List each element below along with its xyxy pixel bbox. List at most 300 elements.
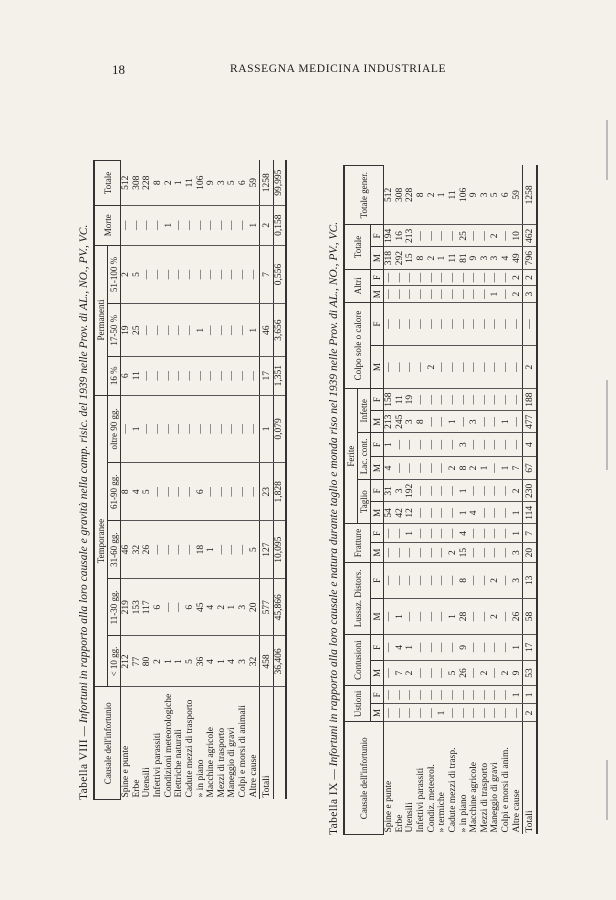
table-cell: 3	[480, 166, 491, 225]
row-cause: » in piano	[195, 759, 206, 798]
table-cell: 308	[395, 166, 406, 225]
table-cell: —	[501, 303, 512, 346]
table-cell: —	[480, 433, 491, 456]
table-cell: —	[427, 411, 438, 433]
total-cell: 17	[260, 356, 274, 395]
table-row	[490, 166, 501, 835]
table-cell: 11	[448, 247, 459, 269]
table-cell: 512	[384, 166, 395, 225]
table-cell: —	[416, 598, 427, 634]
table-cell: —	[185, 521, 196, 579]
table-cell: 106	[459, 166, 470, 225]
table-cell: —	[416, 562, 427, 598]
row-cause: Altre cause	[511, 789, 522, 833]
total-cell: 1	[260, 395, 274, 463]
table-cell: 4	[227, 636, 238, 687]
row-cause: Macchine agricole	[469, 762, 480, 833]
total-cell: 17	[523, 635, 537, 661]
table-cell: —	[142, 245, 153, 304]
table-cell: —	[469, 433, 480, 456]
table-cell: —	[405, 286, 416, 303]
table-cell: 8	[121, 463, 132, 521]
row-cause: Mezzi di trasporto	[479, 762, 490, 833]
table-cell: —	[437, 456, 448, 479]
table-cell: —	[196, 245, 207, 304]
table-cell: —	[164, 356, 175, 395]
table-cell: —	[512, 433, 523, 456]
table-cell: —	[206, 245, 217, 304]
table-cell: —	[249, 356, 260, 395]
table-cell: —	[437, 303, 448, 346]
table-cell: —	[480, 524, 491, 543]
table-row	[217, 161, 228, 800]
percent-cell: 99,995	[273, 161, 285, 206]
table-cell: 15	[405, 247, 416, 269]
total-cell: 458	[260, 636, 274, 687]
table-cell: 1	[480, 456, 491, 479]
table-cell: 11	[132, 356, 143, 395]
table-cell: —	[501, 225, 512, 247]
table-cell: 46	[121, 521, 132, 579]
table-cell: —	[416, 502, 427, 524]
table-cell: —	[448, 480, 459, 502]
table-cell: 194	[384, 225, 395, 247]
table-cell: —	[238, 205, 249, 245]
table-cell: —	[405, 686, 416, 704]
total-cell: 2	[523, 269, 537, 286]
table-cell: —	[480, 543, 491, 562]
table-cell: 32	[132, 521, 143, 579]
total-cell: 188	[523, 389, 537, 411]
total-cell: 58	[523, 598, 537, 634]
table-cell: —	[384, 543, 395, 562]
table-cell: 308	[132, 161, 143, 206]
sub-col-f: F	[371, 269, 384, 286]
table-cell: —	[238, 304, 249, 356]
table-row	[196, 161, 207, 800]
table-cell: —	[174, 395, 185, 463]
sub-col-f: F	[371, 686, 384, 704]
table-cell: —	[206, 304, 217, 356]
page-edge-mark	[606, 760, 608, 820]
percent-row	[273, 161, 285, 800]
table-cell: —	[384, 704, 395, 722]
table-cell: —	[142, 205, 153, 245]
table-cell: —	[490, 635, 501, 661]
table-cell: —	[469, 480, 480, 502]
sub-col-f: F	[371, 433, 384, 456]
table-cell: —	[164, 395, 175, 463]
table-cell: 19	[405, 389, 416, 411]
table-cell: —	[448, 502, 459, 524]
table-row	[185, 161, 196, 800]
table-cell: —	[185, 245, 196, 304]
table-cell: —	[448, 269, 459, 286]
table-cell: —	[238, 245, 249, 304]
total-cell: 1258	[260, 161, 274, 206]
table-cell: 4	[384, 456, 395, 479]
table-cell: —	[416, 389, 427, 411]
table-cell: —	[238, 463, 249, 521]
row-cause: Spine e punte	[121, 745, 132, 798]
table-cell: —	[448, 433, 459, 456]
sub-col-m: M	[371, 346, 384, 389]
table-cell: —	[395, 346, 406, 389]
table-cell: 4	[395, 635, 406, 661]
table-cell: —	[427, 598, 438, 634]
table-cell: —	[405, 543, 416, 562]
table-cell: —	[469, 389, 480, 411]
running-title: RASSEGNA MEDICINA INDUSTRIALE	[230, 63, 447, 75]
table-cell: 3	[512, 562, 523, 598]
table-cell: 8	[459, 456, 470, 479]
table-cell: 9	[512, 660, 523, 686]
table-cell: —	[174, 463, 185, 521]
table-cell: 2	[490, 562, 501, 598]
table-cell: —	[480, 389, 491, 411]
col-perm: 16 %	[108, 356, 121, 395]
table-cell: —	[395, 686, 406, 704]
table-cell: —	[437, 502, 448, 524]
total-cell: 1258	[523, 166, 537, 225]
table-cell: 7	[512, 456, 523, 479]
row-cause: Colpi e morsi di anim.	[501, 747, 512, 833]
table-ix-label: Tabella IX	[328, 782, 340, 835]
table-cell: 3	[480, 247, 491, 269]
table-cell: 292	[395, 247, 406, 269]
table-cell: —	[384, 635, 395, 661]
table-cell: —	[480, 686, 491, 704]
table-cell: 153	[132, 579, 143, 636]
table-cell: 2	[469, 456, 480, 479]
table-cell: —	[427, 704, 438, 722]
table-cell: 25	[459, 225, 470, 247]
total-cell: 1	[523, 686, 537, 704]
table-cell: —	[174, 205, 185, 245]
sub-col-f: F	[371, 389, 384, 411]
blank-cell	[273, 687, 285, 800]
table-cell: —	[490, 660, 501, 686]
table-cell: —	[164, 579, 175, 636]
table-cell: 11	[185, 161, 196, 206]
table-cell: —	[512, 704, 523, 722]
table-cell: 1	[490, 286, 501, 303]
table-cell: 11	[395, 389, 406, 411]
totals-label: Totali	[523, 722, 537, 835]
total-cell: 477	[523, 411, 537, 433]
row-cause: Elettriche naturali	[174, 729, 185, 798]
sub-col-m: M	[371, 286, 384, 303]
table-cell: —	[459, 346, 470, 389]
table-cell: —	[142, 304, 153, 356]
percent-cell: 36,406	[273, 636, 285, 687]
table-cell: 11	[448, 166, 459, 225]
table-cell: —	[121, 395, 132, 463]
table-cell: 1	[512, 686, 523, 704]
table-cell: —	[448, 286, 459, 303]
table-cell: 4	[206, 579, 217, 636]
row-cause: Condiz. meteorol.	[426, 764, 437, 833]
percent-cell: 0,079	[273, 395, 285, 463]
table-cell: —	[490, 346, 501, 389]
table-cell: —	[501, 635, 512, 661]
table-cell: 5	[185, 636, 196, 687]
table-cell: —	[395, 286, 406, 303]
table-cell: —	[480, 562, 491, 598]
table-cell: 2	[490, 598, 501, 634]
row-cause: Condizioni meteorologiche	[163, 693, 174, 798]
table-cell: 81	[459, 247, 470, 269]
table-cell: 2	[405, 660, 416, 686]
total-cell: 7	[260, 245, 274, 304]
table-cell: 28	[459, 598, 470, 634]
col-morte: Morte	[94, 205, 121, 245]
table-cell: —	[227, 304, 238, 356]
table-cell: —	[437, 543, 448, 562]
sub-col-m: M	[371, 543, 384, 562]
table-cell: —	[405, 269, 416, 286]
table-cell: 1	[174, 161, 185, 206]
table-cell: —	[395, 562, 406, 598]
table-cell: 49	[512, 247, 523, 269]
table-cell: —	[153, 356, 164, 395]
table-cell: —	[501, 598, 512, 634]
table-cell: —	[459, 286, 470, 303]
table-cell: 2	[512, 269, 523, 286]
row-cause: Spine e punte	[384, 780, 395, 833]
total-cell: 127	[260, 521, 274, 579]
table-cell: —	[437, 346, 448, 389]
percent-cell: 1,351	[273, 356, 285, 395]
table-cell: —	[405, 562, 416, 598]
table-cell: 6	[185, 579, 196, 636]
table-cell: —	[384, 286, 395, 303]
table-cell: 80	[142, 636, 153, 687]
table-cell: 18	[196, 521, 207, 579]
table-cell: —	[416, 346, 427, 389]
table-cell: —	[249, 395, 260, 463]
table-cell: —	[448, 686, 459, 704]
group-lussazioni: Lussaz. Distors.	[344, 562, 371, 634]
group-altri: Altri	[344, 269, 371, 302]
table-cell: 1	[196, 304, 207, 356]
table-cell: —	[459, 686, 470, 704]
row-cause: Utensili	[405, 802, 416, 833]
sub-col-m: M	[371, 502, 384, 524]
col-totale: Totale	[94, 161, 121, 206]
table-row	[249, 161, 260, 800]
table-cell: 213	[384, 411, 395, 433]
sub-col-f: F	[371, 303, 384, 346]
table-cell: 31	[384, 480, 395, 502]
table-cell: —	[437, 660, 448, 686]
table-cell: —	[437, 635, 448, 661]
table-cell: 5	[132, 245, 143, 304]
table-cell: —	[469, 269, 480, 286]
table-cell: —	[501, 480, 512, 502]
table-row	[427, 166, 438, 835]
col-total-gen: Totale gener.	[344, 166, 384, 225]
table-cell: —	[227, 463, 238, 521]
sub-col-m: M	[371, 598, 384, 634]
table-cell: —	[427, 433, 438, 456]
table-cell: —	[238, 521, 249, 579]
table-cell: —	[164, 245, 175, 304]
table-cell: —	[384, 562, 395, 598]
table-cell: —	[501, 389, 512, 411]
table-cell: —	[227, 521, 238, 579]
table-cell: 4	[206, 636, 217, 687]
table-viii-label: Tabella VIII	[78, 739, 90, 800]
table-cell: —	[469, 598, 480, 634]
row-cause: Maneggio di gravi	[227, 727, 238, 798]
total-cell: 46	[260, 304, 274, 356]
table-cell: 12	[405, 502, 416, 524]
table-cell: —	[217, 205, 228, 245]
row-cause: Erbe	[131, 779, 142, 798]
table-cell: 1	[227, 579, 238, 636]
table-cell: 117	[142, 579, 153, 636]
table-cell: —	[249, 245, 260, 304]
table-viii	[78, 160, 287, 800]
table-cell: —	[217, 463, 228, 521]
table-cell: —	[427, 389, 438, 411]
table-cell: 9	[469, 166, 480, 225]
col-temp: 11-30 gg.	[108, 579, 121, 636]
col-perm: 17-50 %	[108, 304, 121, 356]
table-cell: 2	[153, 636, 164, 687]
table-cell: —	[416, 704, 427, 722]
table-cell: —	[490, 480, 501, 502]
table-cell: —	[448, 225, 459, 247]
percent-cell: 45,866	[273, 579, 285, 636]
table-cell: —	[448, 635, 459, 661]
table-cell: 1	[174, 636, 185, 687]
sub-col-f: F	[371, 562, 384, 598]
table-cell: 1	[512, 502, 523, 524]
table-cell: —	[405, 303, 416, 346]
table-cell: —	[469, 635, 480, 661]
table-cell: —	[469, 524, 480, 543]
table-cell: 3	[459, 433, 470, 456]
table-row	[164, 161, 175, 800]
row-cause: » in piano	[458, 794, 469, 833]
table-cell: —	[490, 303, 501, 346]
group-temporanee: Temporanee	[94, 395, 108, 687]
table-cell: —	[174, 356, 185, 395]
table-cell: 5	[448, 660, 459, 686]
sub-col-f: F	[371, 225, 384, 247]
table-cell: —	[512, 411, 523, 433]
table-cell: —	[427, 303, 438, 346]
table-cell: —	[416, 456, 427, 479]
table-cell: —	[227, 205, 238, 245]
table-cell: —	[395, 303, 406, 346]
table-cell: —	[480, 598, 491, 634]
table-cell: 4	[501, 247, 512, 269]
table-cell: —	[437, 411, 448, 433]
total-cell: 20	[523, 543, 537, 562]
total-cell: 3	[523, 286, 537, 303]
table-cell: 2	[427, 346, 438, 389]
table-cell: —	[427, 225, 438, 247]
table-cell: —	[206, 356, 217, 395]
table-cell: —	[448, 562, 459, 598]
row-cause: Altre cause	[248, 754, 259, 798]
table-cell: —	[153, 521, 164, 579]
table-cell: —	[480, 346, 491, 389]
table-row	[437, 166, 448, 835]
table-cell: 59	[249, 161, 260, 206]
table-cell: —	[217, 245, 228, 304]
table-cell: 9	[206, 161, 217, 206]
table-cell: —	[469, 562, 480, 598]
table-cell: 245	[395, 411, 406, 433]
table-cell: 54	[384, 502, 395, 524]
table-cell: 5	[227, 161, 238, 206]
table-row	[238, 161, 249, 800]
table-cell: —	[196, 395, 207, 463]
table-cell: —	[469, 225, 480, 247]
table-cell: —	[227, 356, 238, 395]
table-cell: 2	[512, 286, 523, 303]
group-lac-cont: Lac. cont.	[358, 433, 371, 480]
table-cell: 1	[512, 635, 523, 661]
table-row	[384, 166, 395, 835]
table-cell: —	[427, 286, 438, 303]
table-cell: —	[395, 524, 406, 543]
percent-cell: 3,656	[273, 304, 285, 356]
page-edge-mark	[606, 380, 608, 470]
table-cell: —	[174, 521, 185, 579]
table-cell: —	[459, 411, 470, 433]
row-cause: Utensili	[142, 767, 153, 798]
sub-col-f: F	[371, 635, 384, 661]
sub-col-f: F	[371, 480, 384, 502]
table-cell: —	[416, 225, 427, 247]
table-cell: —	[405, 456, 416, 479]
table-cell: —	[416, 286, 427, 303]
table-cell: —	[384, 524, 395, 543]
table-cell: —	[490, 456, 501, 479]
table-cell: 6	[238, 161, 249, 206]
total-cell: 2	[523, 704, 537, 722]
table-cell: —	[384, 346, 395, 389]
table-cell: —	[164, 463, 175, 521]
col-temp: 31-60 gg.	[108, 521, 121, 579]
table-cell: —	[501, 524, 512, 543]
table-cell: —	[501, 704, 512, 722]
table-cell: —	[185, 395, 196, 463]
table-cell: 5	[142, 463, 153, 521]
table-cell: —	[490, 269, 501, 286]
percent-cell: 0,158	[273, 205, 285, 245]
group-taglio: Taglio	[358, 480, 371, 524]
row-cause: Macchine agricole	[206, 727, 217, 798]
table-cell: —	[185, 205, 196, 245]
table-cell: —	[437, 433, 448, 456]
total-cell: 796	[523, 247, 537, 269]
total-cell: 2	[523, 346, 537, 389]
table-cell: —	[469, 704, 480, 722]
table-cell: —	[395, 269, 406, 286]
table-cell: 26	[512, 598, 523, 634]
table-cell: —	[196, 205, 207, 245]
group-infette: Infette	[358, 389, 371, 433]
table-cell: —	[121, 205, 132, 245]
table-cell: 42	[395, 502, 406, 524]
table-cell: 106	[196, 161, 207, 206]
